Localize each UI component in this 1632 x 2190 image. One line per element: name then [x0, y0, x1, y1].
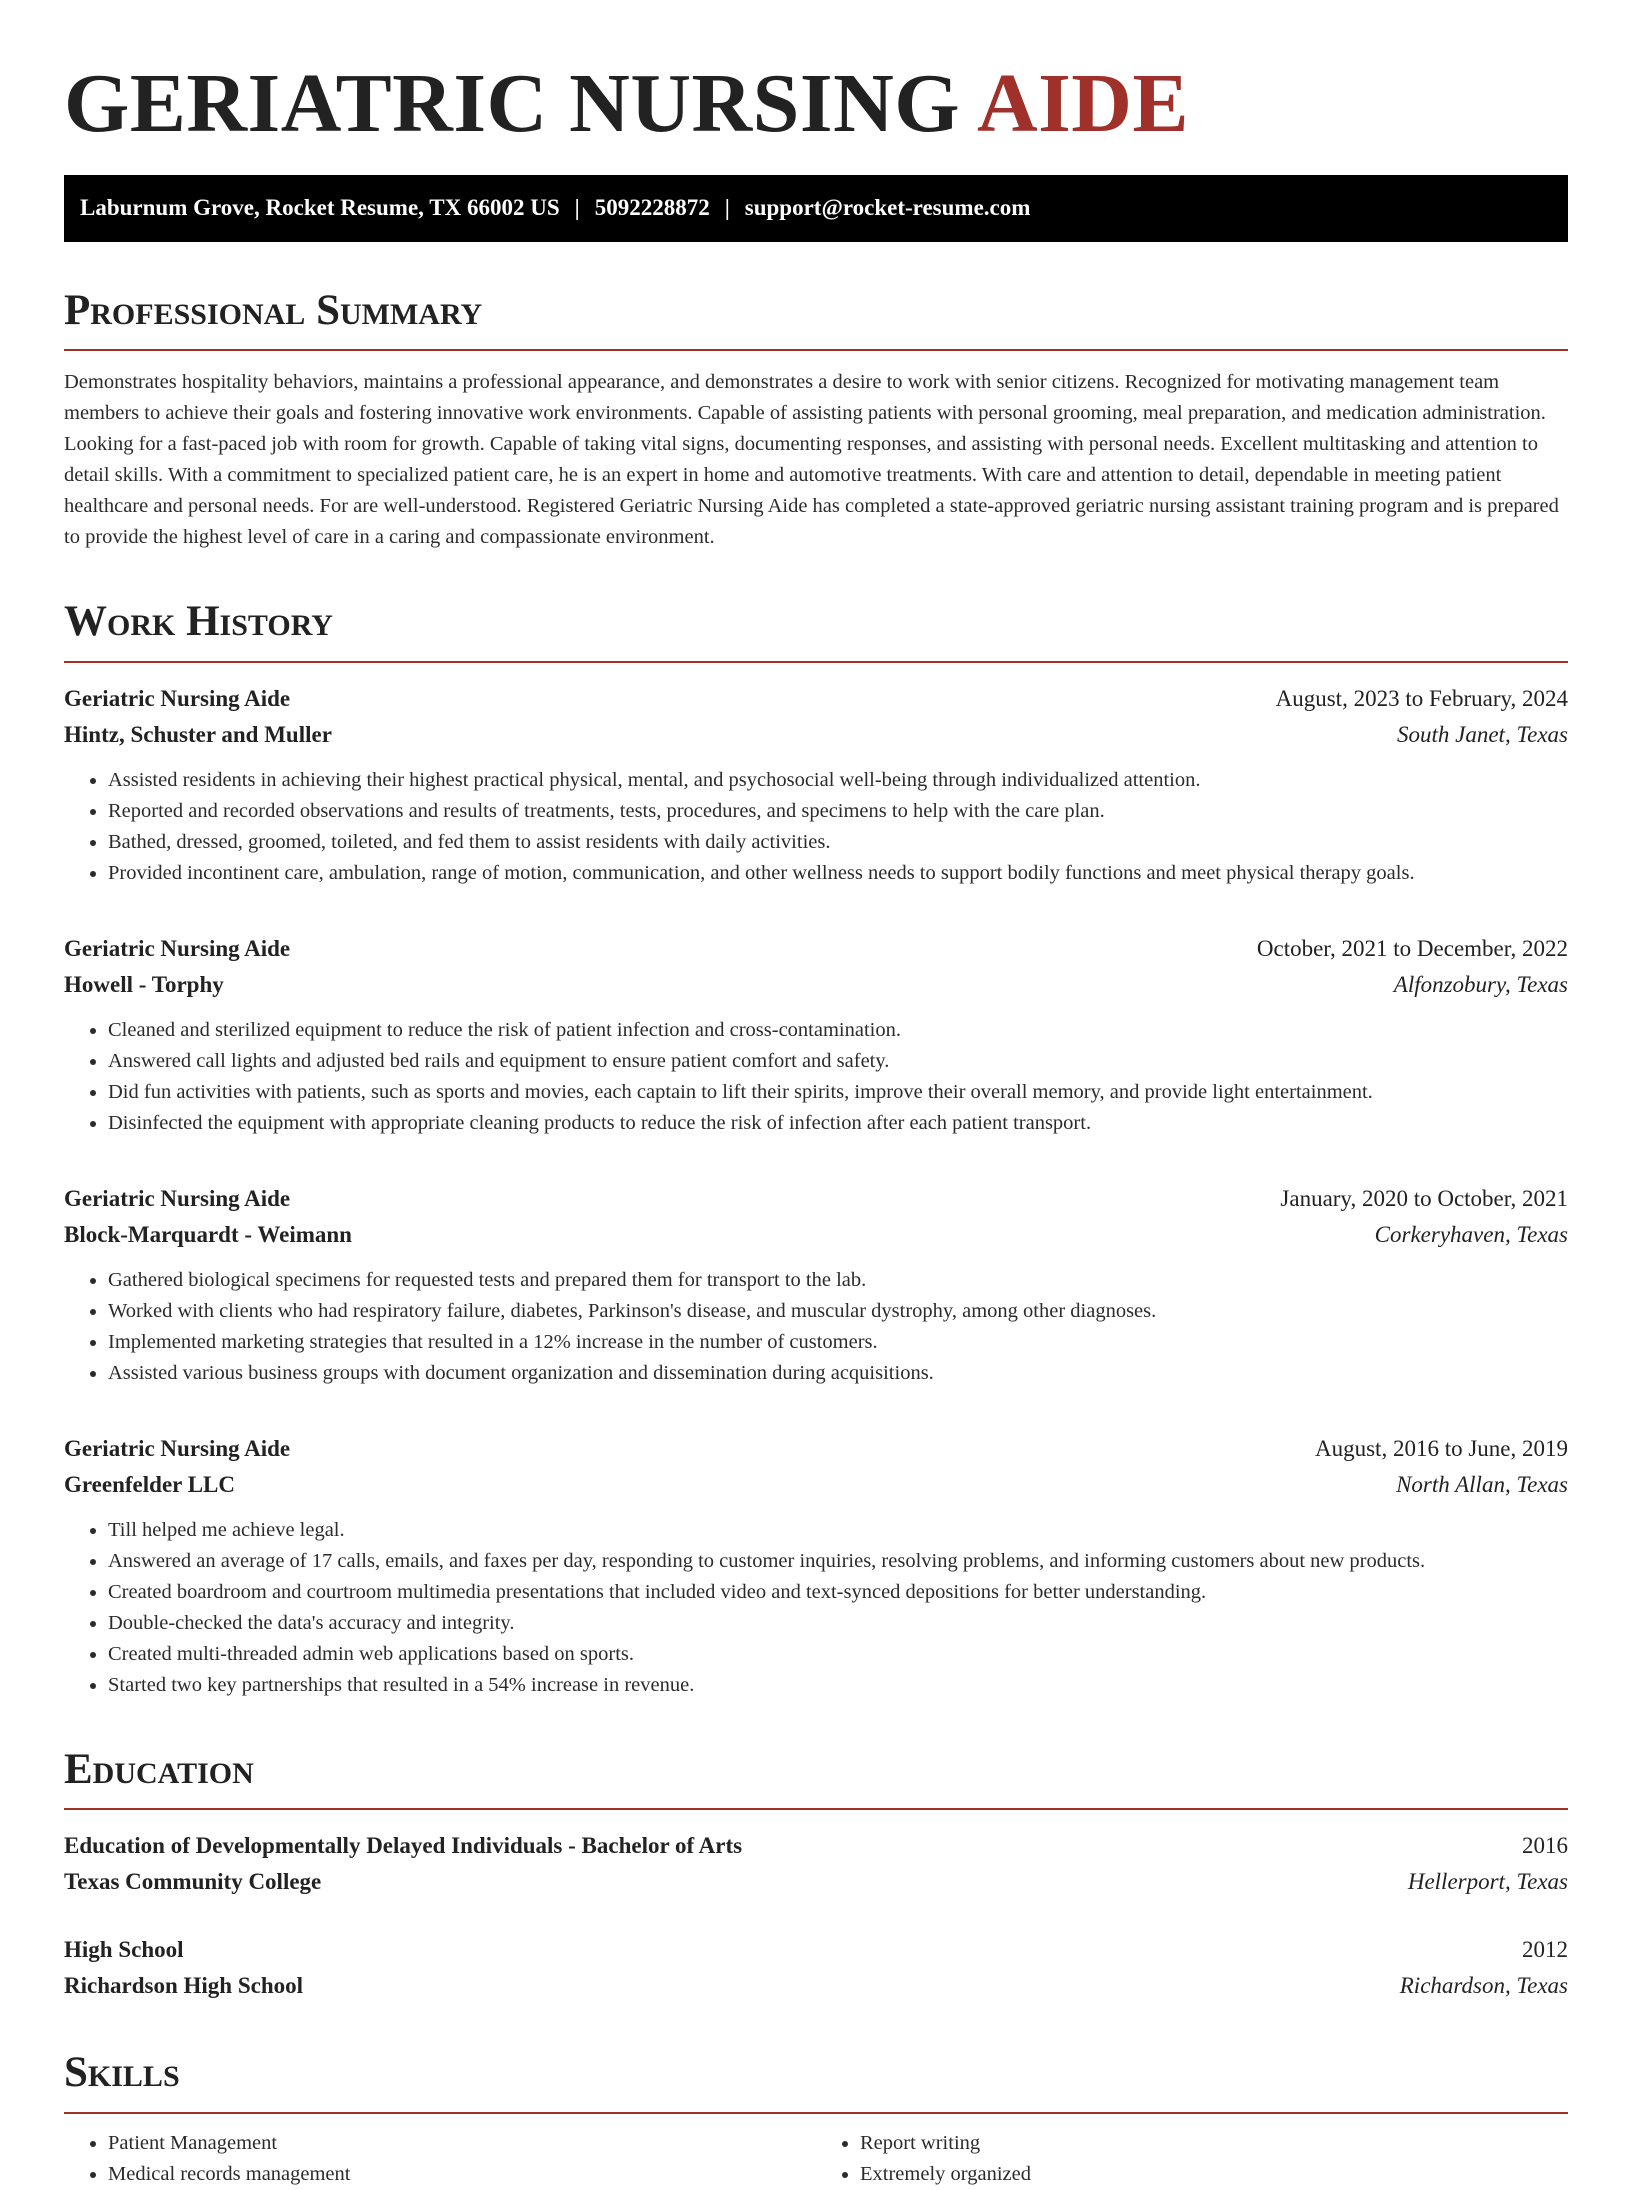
job-title: Geriatric Nursing Aide [64, 1435, 291, 1461]
job-bullet: • Assisted residents in achieving their highest practical physical, mental, and psychosocial well-being through individualized attention. [108, 765, 1568, 796]
job-bullet: • Worked with clients who had respiratory failure, diabetes, Parkinson's disease, and muscular dystrophy, among other diagnoses. [108, 1296, 1568, 1327]
education-location: Hellerport, Texas [1407, 1869, 1568, 1895]
job-location: Alfonzobury, Texas [1393, 971, 1568, 997]
job-bullet: • Disinfected the equipment with appropriate cleaning products to reduce the risk of infection after each patient transport. [108, 1108, 1568, 1139]
education-school: Richardson High School [64, 1973, 303, 1999]
job-bullet: • Created multi-threaded admin web applications based on sports. [108, 1639, 1568, 1670]
contact-address: Laburnum Grove, Rocket Resume, TX 66002 US [80, 195, 560, 221]
job-bullets [64, 1015, 1568, 1139]
contact-separator: | [724, 195, 730, 221]
job-bullet: • Answered call lights and adjusted bed rails and equipment to ensure patient comfort and safety. [108, 1046, 1568, 1077]
job-bullet: • Gathered biological specimens for requested tests and prepared them for transport to the lab. [108, 1265, 1568, 1296]
job-bullet: • Created boardroom and courtroom multimedia presentations that included video and text-synced depositions for better understanding. [108, 1577, 1568, 1608]
job-entry [64, 931, 1568, 1139]
skills-list [64, 2128, 1568, 2190]
skill-item: • Patient Management [108, 2128, 816, 2159]
job-bullet: • Cleaned and sterilized equipment to reduce the risk of patient infection and cross-contamination. [108, 1015, 1568, 1046]
title-main: GERIATRIC NURSING [64, 57, 961, 150]
job-dates: August, 2023 to February, 2024 [1275, 685, 1568, 711]
skill-item: • Medical records management [108, 2159, 816, 2190]
skill-item: • Report writing [860, 2128, 1568, 2159]
work-history-heading: Work History [64, 598, 333, 646]
job-title: Geriatric Nursing Aide [64, 1185, 291, 1211]
skill-item: • Extremely organized [860, 2159, 1568, 2190]
contact-bar [64, 175, 1568, 242]
section-divider [64, 349, 1568, 351]
job-title: Geriatric Nursing Aide [64, 935, 291, 961]
education-degree: High School [64, 1937, 184, 1963]
job-dates: October, 2021 to December, 2022 [1256, 935, 1568, 961]
education-location: Richardson, Texas [1399, 1973, 1568, 1999]
job-company: Greenfelder LLC [64, 1471, 235, 1497]
job-location: South Janet, Texas [1397, 721, 1568, 747]
job-bullet: • Answered an average of 17 calls, emails, and faxes per day, responding to customer inquiries, resolving problems, and informing customers about new products. [108, 1546, 1568, 1577]
education-year: 2016 [1522, 1833, 1568, 1859]
job-bullet: • Implemented marketing strategies that resulted in a 12% increase in the number of customers. [108, 1327, 1568, 1358]
education-entry [64, 1828, 1568, 1900]
job-location: Corkeryhaven, Texas [1374, 1221, 1568, 1247]
job-bullet: • Did fun activities with patients, such as sports and movies, each captain to lift their spirits, improve their overall memory, and provide light entertainment. [108, 1077, 1568, 1108]
contact-separator: | [574, 195, 580, 221]
education-heading: Education [64, 1745, 254, 1793]
job-company: Howell - Torphy [64, 971, 224, 997]
education-degree: Education of Developmentally Delayed Individuals - Bachelor of Arts [64, 1833, 743, 1859]
job-bullet: • Reported and recorded observations and results of treatments, tests, procedures, and specimens to help with the care plan. [108, 796, 1568, 827]
job-bullet: • Bathed, dressed, groomed, toileted, and fed them to assist residents with daily activities. [108, 827, 1568, 858]
job-bullet: • Double-checked the data's accuracy and integrity. [108, 1608, 1568, 1639]
job-bullets [64, 765, 1568, 889]
job-entry [64, 1181, 1568, 1389]
job-entry [64, 681, 1568, 889]
resume-title [64, 0, 1568, 155]
job-bullets [64, 1515, 1568, 1701]
education-school: Texas Community College [64, 1869, 322, 1895]
summary-text: Demonstrates hospitality behaviors, maintains a professional appearance, and demonstrates a desire to work with senior citizens. Recognized for motivating management team members to achieve their goals and fostering innovative work environments. Capable of assisting patients with personal grooming, meal preparation, and medication administration. Looking for a fast-paced job with room for growth. Capable of taking vital signs, documenting responses, and assisting with personal needs. Excellent multitasking and attention to detail skills. With a commitment to specialized patient care, he is an expert in home and automotive treatments. With care and attention to detail, dependable in meeting patient healthcare and personal needs. For are well-understood. Registered Geriatric Nursing Aide has completed a state-approved geriatric nursing assistant training program and is prepared to provide the highest level of care in a caring and compassionate environment. [64, 371, 1559, 549]
job-location: North Allan, Texas [1396, 1471, 1568, 1497]
contact-phone: 5092228872 [594, 195, 710, 221]
job-bullet: • Assisted various business groups with document organization and dissemination during acquisitions. [108, 1358, 1568, 1389]
job-entry [64, 1431, 1568, 1701]
job-bullet: • Provided incontinent care, ambulation, range of motion, communication, and other wellness needs to support bodily functions and meet physical therapy goals. [108, 858, 1568, 889]
education-year: 2012 [1522, 1937, 1568, 1963]
job-bullet: • Till helped me achieve legal. [108, 1515, 1568, 1546]
job-title: Geriatric Nursing Aide [64, 685, 291, 711]
contact-email: support@rocket-resume.com [744, 195, 1031, 221]
job-bullets [64, 1265, 1568, 1389]
education-entry [64, 1932, 1568, 2004]
job-dates: August, 2016 to June, 2019 [1315, 1435, 1568, 1461]
job-company: Hintz, Schuster and Muller [64, 721, 332, 747]
title-accent: AIDE [976, 57, 1189, 150]
skills-column-right [816, 2128, 1568, 2190]
section-divider [64, 661, 1568, 663]
job-bullet: • Started two key partnerships that resulted in a 54% increase in revenue. [108, 1670, 1568, 1701]
job-dates: January, 2020 to October, 2021 [1280, 1185, 1568, 1211]
job-company: Block-Marquardt - Weimann [64, 1221, 352, 1247]
skills-heading: Skills [64, 2049, 180, 2097]
summary-heading: Professional Summary [64, 286, 483, 334]
skills-column-left [64, 2128, 816, 2190]
section-divider [64, 1808, 1568, 1810]
